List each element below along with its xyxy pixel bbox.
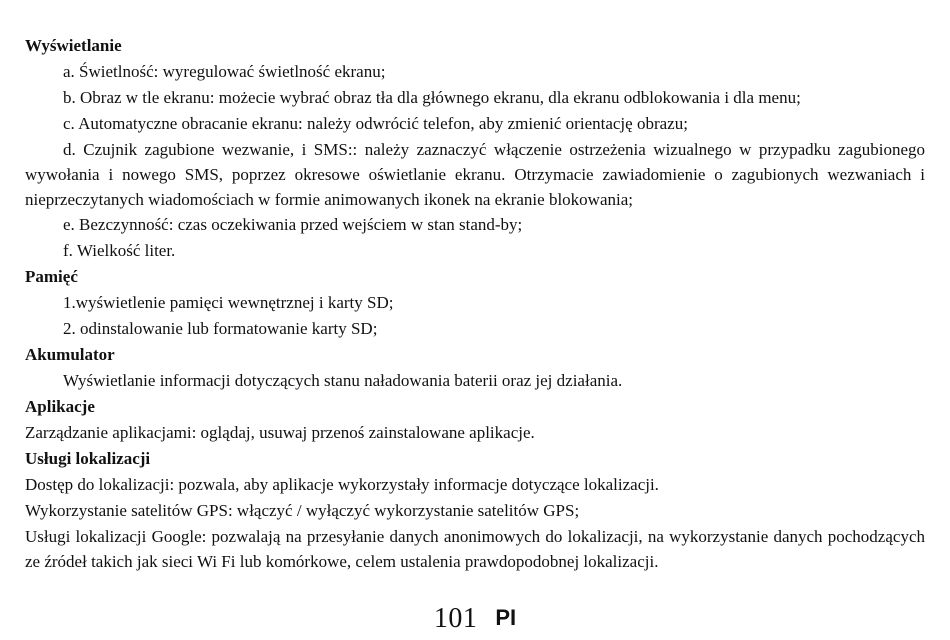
memory-item-format: 2. odinstalowanie lub formatowanie karty SD; (63, 319, 378, 338)
display-item-missed-call-sensor: d. Czujnik zagubione wezwanie, i SMS:: należy zaznaczyć włączenie ostrzeżenia wizualnego w przypadku zagubionego wywołania i nowego SMS, poprzez okresowe oświetlanie ekranu. Otrzymacie zawiadomienie o zagubionych wezwaniach i nieprzeczytanych wiadomościach w formie animowanych ikonek na ekranie blokowania; (25, 140, 925, 209)
location-item-gps: Wykorzystanie satelitów GPS: włączyć / wyłączyć wykorzystanie satelitów GPS; (25, 501, 580, 520)
language-code: PI (495, 605, 517, 630)
display-item-brightness: a. Świetlność: wyregulować świetlność ekranu; (63, 62, 386, 81)
page-number: 101 (433, 603, 478, 634)
apps-item-manage: Zarządzanie aplikacjami: oglądaj, usuwaj przenoś zainstalowane aplikacje. (25, 423, 535, 442)
display-item-font-size: f. Wielkość liter. (63, 241, 176, 260)
section-heading-display: Wyświetlanie (25, 36, 122, 55)
location-item-google: Usługi lokalizacji Google: pozwalają na przesyłanie danych anonimowych do lokalizacji, na wykorzystanie danych pochodzących ze źródeł takich jak sieci Wi Fi lub komórkowe, celem ustalenia prawdopodobnej lokalizacji. (25, 527, 925, 571)
page-content (25, 33, 925, 574)
display-item-auto-rotate: c. Automatyczne obracanie ekranu: należy odwrócić telefon, aby zmienić orientację obrazu; (63, 114, 688, 133)
display-item-sleep: e. Bezczynność: czas oczekiwania przed wejściem w stan stand-by; (63, 215, 523, 234)
section-heading-memory: Pamięć (25, 267, 78, 286)
battery-item-info: Wyświetlanie informacji dotyczących stanu naładowania baterii oraz jej działania. (63, 371, 623, 390)
section-heading-apps: Aplikacje (25, 397, 95, 416)
display-item-wallpaper: b. Obraz w tle ekranu: możecie wybrać obraz tła dla głównego ekranu, dla ekranu odblokowania i dla menu; (63, 88, 801, 107)
location-item-access: Dostęp do lokalizacji: pozwala, aby aplikacje wykorzystały informacje dotyczące lokalizacji. (25, 475, 659, 494)
section-heading-location: Usługi lokalizacji (25, 449, 151, 468)
section-heading-battery: Akumulator (25, 345, 115, 364)
page-footer (0, 600, 950, 637)
memory-item-view: 1.wyświetlenie pamięci wewnętrznej i karty SD; (63, 293, 394, 312)
